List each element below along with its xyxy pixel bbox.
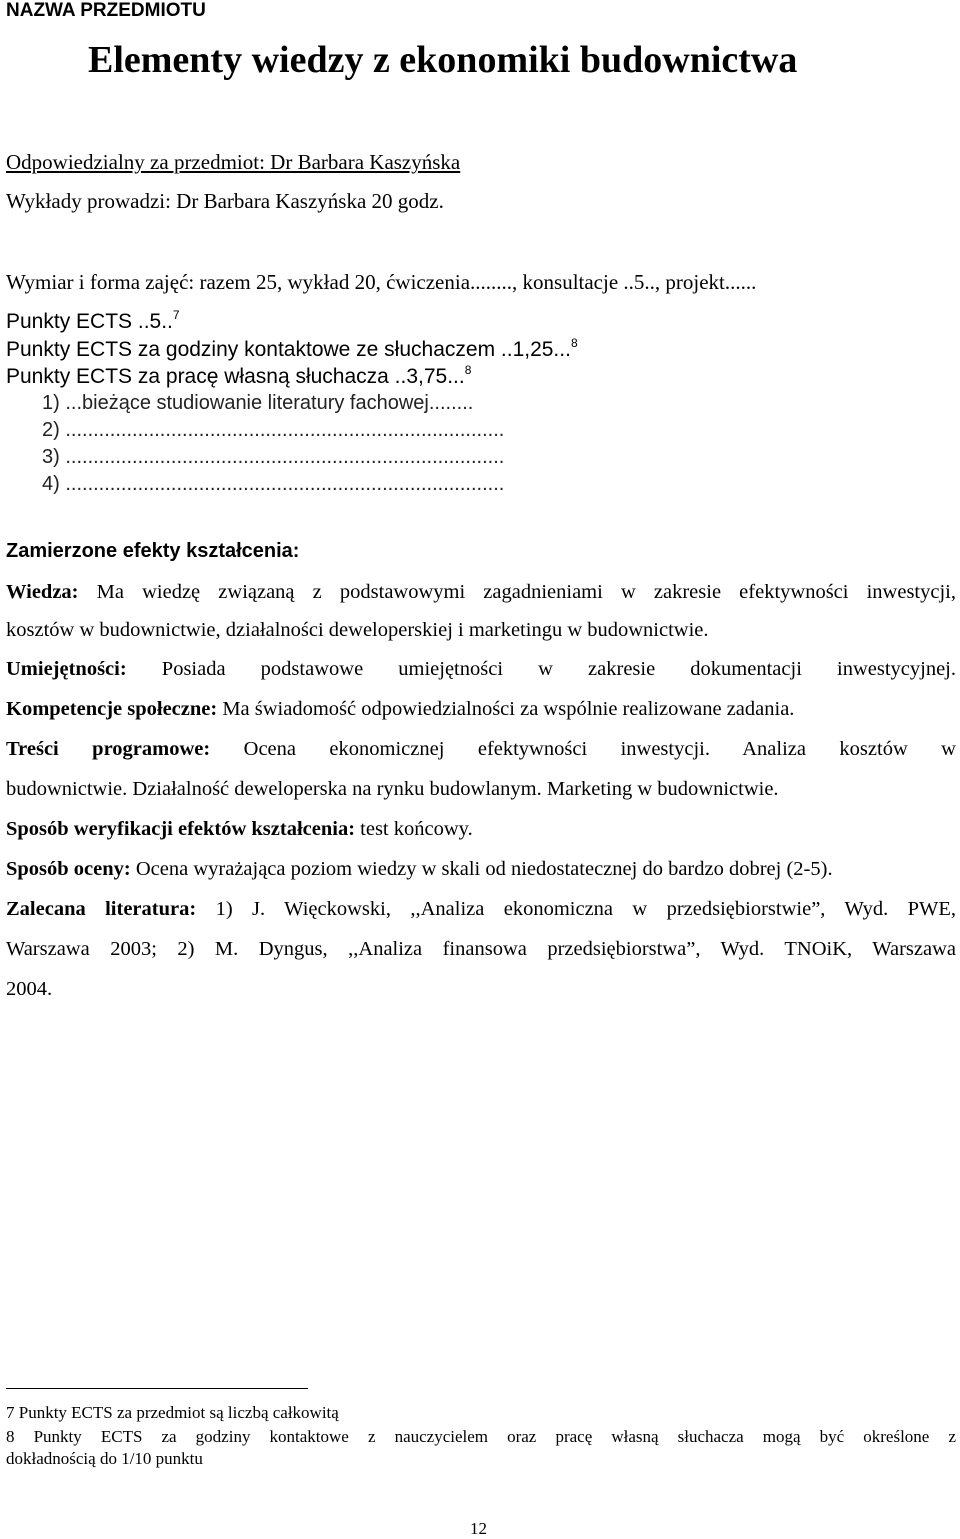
literature-paragraph: [6, 899, 956, 920]
grading-label: Sposób oceny:: [6, 858, 131, 880]
ects-own-work: [6, 365, 471, 389]
footnote-number: 8: [6, 1427, 15, 1446]
ects-total: [6, 310, 180, 334]
literature-label: Zalecana literatura:: [6, 898, 197, 920]
footnote-7: [6, 1403, 339, 1423]
knowledge-paragraph: [6, 582, 956, 603]
content-paragraph: [6, 739, 956, 760]
list-item: 4) ...............................................................................: [42, 473, 505, 495]
skills-text: Posiada podstawowe umiejętności w zakresie dokumentacji inwestycyjnej.: [126, 658, 956, 680]
social-competence-text: Ma świadomość odpowiedzialności za wspólnie realizowane zadania.: [217, 698, 795, 720]
knowledge-label: Wiedza:: [6, 581, 79, 603]
page-number: 12: [470, 1519, 487, 1538]
skills-label: Umiejętności:: [6, 658, 127, 680]
footnote-ref: 8: [570, 336, 578, 350]
literature-line-3: 2004.: [6, 978, 53, 1000]
social-competence-label: Kompetencje społeczne:: [6, 698, 218, 720]
list-item: 3) ...............................................................................: [42, 446, 505, 468]
footnote-ref: 7: [172, 308, 180, 322]
content-line-2: budownictwie. Działalność deweloperska na rynku budowlanym. Marketing w budownictwie.: [6, 778, 779, 800]
list-item: 1) ...bieżące studiowanie literatury fachowej........: [42, 392, 474, 414]
footnote-text: Punkty ECTS za przedmiot są liczbą całkowitą: [14, 1403, 339, 1422]
footnote-8: [6, 1427, 956, 1447]
footnote-separator: [6, 1388, 308, 1389]
verification-text: test końcowy.: [355, 818, 473, 840]
literature-line-2: Warszawa 2003; 2) M. Dyngus, ,,Analiza finansowa przedsiębiorstwa”, Wyd. TNOiK, Warszawa: [6, 938, 956, 960]
ects-total-text: Punkty ECTS ..5..: [6, 310, 173, 333]
verification-paragraph: [6, 819, 956, 840]
outcomes-heading: Zamierzone efekty kształcenia:: [6, 540, 300, 562]
knowledge-line-2: kosztów w budownictwie, działalności deweloperskiej i marketingu w budownictwie.: [6, 619, 709, 641]
social-competence-paragraph: [6, 699, 956, 720]
knowledge-text: Ma wiedzę związaną z podstawowymi zagadnieniami w zakresie efektywności inwestycji,: [78, 581, 956, 603]
footnote-8-line-2: dokładnością do 1/10 punktu: [6, 1449, 203, 1468]
ects-own-text: Punkty ECTS za pracę własną słuchacza ..3,75...: [6, 365, 465, 388]
subject-label: NAZWA PRZEDMIOTU: [6, 0, 206, 21]
hours-form: Wymiar i forma zajęć: razem 25, wykład 20, ćwiczenia........, konsultacje ..5.., projekt......: [6, 270, 757, 294]
lecturer-info: Wykłady prowadzi: Dr Barbara Kaszyńska 20 godz.: [6, 189, 444, 213]
list-item: 2) ...............................................................................: [42, 419, 505, 441]
footnote-ref: 8: [464, 363, 472, 377]
content-label: Treści programowe:: [6, 738, 211, 760]
page-title: Elementy wiedzy z ekonomiki budownictwa: [88, 39, 798, 81]
grading-paragraph: [6, 859, 956, 880]
content-text: Ocena ekonomicznej efektywności inwestycji. Analiza kosztów w: [210, 738, 956, 760]
verification-label: Sposób weryfikacji efektów kształcenia:: [6, 818, 356, 840]
literature-text: 1) J. Więckowski, ,,Analiza ekonomiczna w przedsiębiorstwie”, Wyd. PWE,: [196, 898, 956, 920]
skills-paragraph: [6, 659, 956, 680]
footnote-text: Punkty ECTS za godziny kontaktowe z nauczycielem oraz pracę własną słuchacza mogą być określone z: [14, 1427, 956, 1446]
ects-contact-text: Punkty ECTS za godziny kontaktowe ze słuchaczem ..1,25...: [6, 338, 571, 361]
footnote-number: 7: [6, 1403, 15, 1422]
responsible-person: Odpowiedzialny za przedmiot: Dr Barbara Kaszyńska: [6, 150, 461, 174]
grading-text: Ocena wyrażająca poziom wiedzy w skali od niedostatecznej do bardzo dobrej (2-5).: [130, 858, 833, 880]
ects-contact: [6, 338, 578, 362]
